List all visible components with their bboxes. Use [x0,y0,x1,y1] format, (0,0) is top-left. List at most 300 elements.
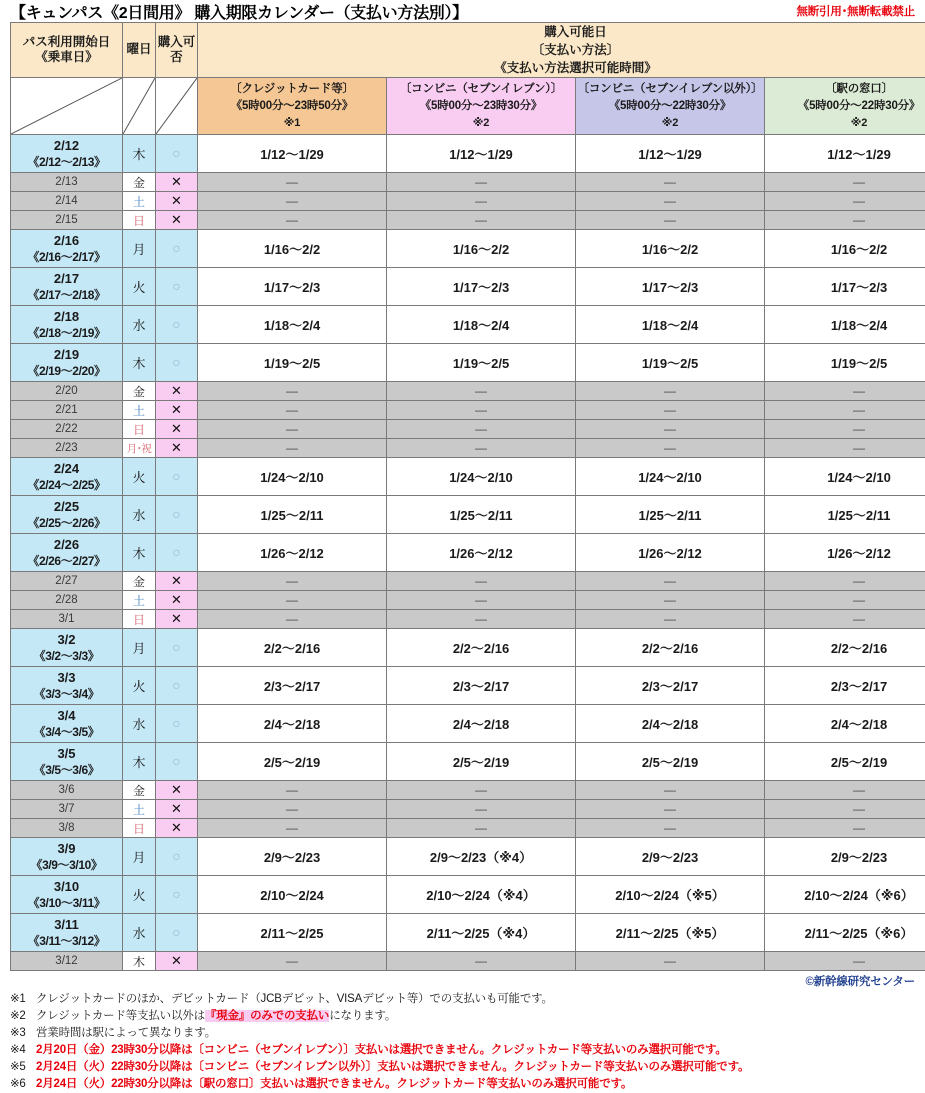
cell-day-of-week [123,591,156,610]
cell-pass-start-date [11,629,123,667]
cell-purchasable-no [156,591,198,610]
cell-purchase-range: ― [765,591,925,610]
cell-purchasable-no [156,610,198,629]
footnote-label: ※6 [10,1076,36,1093]
day-of-week-label: 火 [132,679,145,694]
circle-icon: ○ [172,715,180,731]
header-row-primary [11,23,925,78]
footnote-text: 2月24日（火）22時30分以降は〔駅の窓口〕支払いは選択できません。クレジットカード等支払いのみ選択可能です。 [36,1078,632,1090]
cell-purchasable-yes [156,230,198,268]
cell-purchase-range: ― [198,610,387,629]
cell-purchase-range: ― [198,211,387,230]
payment-note-other-convenience: ※2 [576,115,764,132]
cell-purchase-range: ― [198,382,387,401]
cell-purchase-range: ― [198,800,387,819]
cell-purchasable-no [156,382,198,401]
cell-day-of-week [123,173,156,192]
cell-pass-start-date [11,306,123,344]
cell-purchase-range: 1/16～2/2 [387,230,576,268]
day-of-week-label: 火 [132,470,145,485]
cell-purchase-range: 2/9～2/23 [765,838,925,876]
group-header-line2: 〔支払い方法〕 [198,41,925,59]
cell-purchase-range: ― [765,952,925,971]
cell-pass-start-date: 3/12 [11,952,123,971]
cell-purchase-range: 1/19～2/5 [198,344,387,382]
cell-purchase-range: 1/18～2/4 [387,306,576,344]
cell-purchase-range: ― [765,211,925,230]
cell-purchase-range: ― [765,572,925,591]
date-span: 《3/4～3/5》 [11,725,122,741]
day-of-week-label: 日 [133,613,145,627]
date-span: 《2/19～2/20》 [11,364,122,380]
cell-purchase-range: 2/3～2/17 [576,667,765,705]
date-main: 2/25 [11,499,122,516]
circle-icon: ○ [172,145,180,161]
cell-purchase-range: 2/2～2/16 [198,629,387,667]
table-row [11,591,925,610]
date-main: 2/12 [11,138,122,155]
cell-purchase-range: 1/16～2/2 [198,230,387,268]
table-row [11,610,925,629]
cell-purchase-range: ― [576,401,765,420]
payment-name-seven-eleven: 〔コンビニ（セブンイレブン）〕 [387,81,575,98]
cell-pass-start-date [11,230,123,268]
cell-purchasable-no [156,173,198,192]
cell-day-of-week [123,306,156,344]
cell-purchase-range: ― [576,591,765,610]
date-span: 《2/12～2/13》 [11,155,122,171]
blank-diagonal-date [11,78,123,135]
cell-purchase-range: 1/26～2/12 [765,534,925,572]
date-span: 《3/9～3/10》 [11,858,122,874]
cell-purchasable-no [156,800,198,819]
cell-pass-start-date [11,534,123,572]
cell-purchasable-no [156,572,198,591]
cell-day-of-week [123,952,156,971]
table-row [11,268,925,306]
cell-purchase-range: 2/5～2/19 [765,743,925,781]
table-row [11,781,925,800]
cell-purchase-range: 1/12～1/29 [576,135,765,173]
cell-purchase-range: 1/12～1/29 [765,135,925,173]
cell-purchase-range: 2/9～2/23 [576,838,765,876]
date-span: 《2/26～2/27》 [11,554,122,570]
day-of-week-label: 水 [132,926,145,941]
cell-purchase-range: 1/24～2/10 [198,458,387,496]
cell-purchase-range: 2/10～2/24（※6） [765,876,925,914]
cell-pass-start-date [11,496,123,534]
cross-icon: ✕ [171,421,182,436]
cell-purchasable-yes [156,838,198,876]
date-main: 2/26 [11,537,122,554]
table-row [11,914,925,952]
cell-purchase-range: ― [765,192,925,211]
cell-purchasable-no [156,819,198,838]
day-of-week-label: 木 [132,546,145,561]
cell-purchase-range: 2/2～2/16 [576,629,765,667]
cell-purchase-range: 2/10～2/24（※5） [576,876,765,914]
col-header-payment-seven-eleven [387,78,576,135]
date-main: 3/10 [11,879,122,896]
cell-purchase-range: ― [198,572,387,591]
cell-purchase-range: 2/3～2/17 [198,667,387,705]
cell-purchase-range: ― [387,572,576,591]
cell-purchase-range: ― [198,420,387,439]
cross-icon: ✕ [171,402,182,417]
cell-day-of-week [123,534,156,572]
date-span: 《2/16～2/17》 [11,250,122,266]
cell-purchasable-yes [156,876,198,914]
col-header-pass-start-date-line2: 《乗車日》 [11,50,122,66]
cell-purchase-range: 1/25～2/11 [576,496,765,534]
cell-purchase-range: ― [765,173,925,192]
day-of-week-label: 木 [132,755,145,770]
cell-purchasable-yes [156,743,198,781]
cell-purchase-range: ― [576,610,765,629]
cell-purchase-range: 1/12～1/29 [387,135,576,173]
payment-note-station-window: ※2 [765,115,925,132]
footnotes-list [10,991,915,1093]
payment-name-other-convenience: 〔コンビニ（セブンイレブン以外）〕 [576,81,764,98]
col-header-purchase-period-group [198,23,925,78]
cell-pass-start-date: 2/27 [11,572,123,591]
circle-icon: ○ [172,316,180,332]
cell-purchase-range: 2/10～2/24（※4） [387,876,576,914]
payment-name-station-window: 〔駅の窓口〕 [765,81,925,98]
date-span: 《3/3～3/4》 [11,687,122,703]
cell-purchase-range: ― [765,800,925,819]
cell-day-of-week [123,629,156,667]
cell-purchase-range: 1/17～2/3 [576,268,765,306]
circle-icon: ○ [172,506,180,522]
date-main: 3/3 [11,670,122,687]
cell-day-of-week [123,401,156,420]
cell-day-of-week [123,135,156,173]
day-of-week-label: 金 [133,784,145,798]
cell-purchase-range: ― [576,420,765,439]
cell-purchase-range: 2/10～2/24 [198,876,387,914]
cell-purchase-range: 1/19～2/5 [387,344,576,382]
payment-time-other-convenience: 《5時00分～22時30分》 [576,98,764,115]
cell-day-of-week [123,743,156,781]
cell-purchasable-yes [156,705,198,743]
cell-purchasable-no [156,952,198,971]
col-header-pass-start-date-line1: パス利用開始日 [11,35,122,51]
date-main: 2/18 [11,309,122,326]
circle-icon: ○ [172,924,180,940]
cross-icon: ✕ [171,573,182,588]
day-of-week-label: 土 [133,594,145,608]
cell-purchase-range: 2/11～2/25（※4） [387,914,576,952]
payment-note-seven-eleven: ※2 [387,115,575,132]
cell-purchasable-yes [156,629,198,667]
day-of-week-label: 月 [132,242,145,257]
cell-purchase-range: ― [576,781,765,800]
table-row [11,173,925,192]
cell-pass-start-date: 2/20 [11,382,123,401]
cell-purchase-range: ― [387,800,576,819]
payment-time-credit-card: 《5時00分～23時50分》 [198,98,386,115]
cell-purchase-range: ― [198,173,387,192]
cell-purchase-range: 2/2～2/16 [387,629,576,667]
cell-purchase-range: 2/3～2/17 [387,667,576,705]
table-row [11,572,925,591]
table-row [11,192,925,211]
cell-purchase-range: ― [387,439,576,458]
day-of-week-label: 月･祝 [127,443,152,455]
date-span: 《2/25～2/26》 [11,516,122,532]
cell-purchasable-no [156,211,198,230]
circle-icon: ○ [172,677,180,693]
table-row [11,211,925,230]
payment-time-station-window: 《5時00分～22時30分》 [765,98,925,115]
cell-purchase-range: 2/5～2/19 [576,743,765,781]
cross-icon: ✕ [171,801,182,816]
cell-purchase-range: 2/11～2/25（※5） [576,914,765,952]
cell-pass-start-date [11,135,123,173]
table-row [11,534,925,572]
cell-purchase-range: 2/9～2/23 [198,838,387,876]
cell-purchase-range: ― [387,420,576,439]
cell-day-of-week [123,344,156,382]
cell-purchase-range: ― [576,819,765,838]
cell-purchase-range: 1/26～2/12 [576,534,765,572]
date-span: 《3/5～3/6》 [11,763,122,779]
cell-day-of-week [123,705,156,743]
cell-purchase-range: 1/24～2/10 [765,458,925,496]
cell-purchase-range: ― [765,781,925,800]
date-main: 3/5 [11,746,122,763]
cross-icon: ✕ [171,820,182,835]
table-row [11,496,925,534]
col-header-pass-start-date [11,23,123,78]
cell-purchasable-yes [156,534,198,572]
cell-purchase-range: 2/4～2/18 [387,705,576,743]
cross-icon: ✕ [171,953,182,968]
day-of-week-label: 金 [133,385,145,399]
footnote-label: ※2 [10,1008,36,1025]
cell-pass-start-date: 2/28 [11,591,123,610]
cell-purchasable-yes [156,344,198,382]
cell-pass-start-date: 2/15 [11,211,123,230]
table-row [11,135,925,173]
cell-purchasable-yes [156,458,198,496]
cell-purchase-range: 2/5～2/19 [387,743,576,781]
footnote-text: 営業時間は駅によって異なります。 [36,1027,216,1039]
day-of-week-label: 火 [132,280,145,295]
table-row [11,743,925,781]
day-of-week-label: 水 [132,508,145,523]
cell-day-of-week [123,268,156,306]
table-row [11,439,925,458]
cell-day-of-week [123,838,156,876]
cell-purchase-range: ― [387,781,576,800]
cell-pass-start-date: 3/6 [11,781,123,800]
day-of-week-label: 木 [132,356,145,371]
cell-purchase-range: 2/11～2/25（※6） [765,914,925,952]
col-header-payment-station-window [765,78,925,135]
date-span: 《2/18～2/19》 [11,326,122,342]
title-bar [10,0,915,22]
cell-purchase-range: 2/4～2/18 [198,705,387,743]
cell-day-of-week [123,192,156,211]
cell-purchase-range: ― [387,173,576,192]
cell-purchase-range: 1/17～2/3 [765,268,925,306]
date-main: 3/2 [11,632,122,649]
circle-icon: ○ [172,354,180,370]
cell-pass-start-date: 2/23 [11,439,123,458]
day-of-week-label: 水 [132,717,145,732]
cell-purchasable-no [156,439,198,458]
cell-purchase-range: ― [198,819,387,838]
cell-purchasable-no [156,192,198,211]
circle-icon: ○ [172,886,180,902]
cell-purchase-range: 1/18～2/4 [765,306,925,344]
day-of-week-label: 土 [133,803,145,817]
cell-purchasable-no [156,401,198,420]
cell-day-of-week [123,667,156,705]
cell-purchase-range: ― [387,192,576,211]
group-header-line1: 購入可能日 [198,23,925,41]
cell-purchase-range: ― [765,439,925,458]
table-row [11,420,925,439]
cell-purchase-range: ― [765,382,925,401]
cell-purchase-range: ― [198,192,387,211]
footnote-label: ※3 [10,1025,36,1042]
cell-day-of-week [123,819,156,838]
circle-icon: ○ [172,753,180,769]
table-head [11,23,925,135]
cell-purchase-range: ― [387,952,576,971]
cell-purchase-range: ― [387,401,576,420]
cell-pass-start-date [11,458,123,496]
date-main: 2/16 [11,233,122,250]
cell-purchase-range: ― [765,420,925,439]
table-row [11,382,925,401]
cell-day-of-week [123,496,156,534]
table-row [11,705,925,743]
cross-icon: ✕ [171,212,182,227]
day-of-week-label: 土 [133,404,145,418]
cell-purchase-range: 1/26～2/12 [387,534,576,572]
footnote-item [10,1042,915,1059]
cell-purchase-range: ― [576,173,765,192]
table-row [11,952,925,971]
cell-purchase-range: ― [576,952,765,971]
cell-pass-start-date: 2/21 [11,401,123,420]
cross-icon: ✕ [171,440,182,455]
blank-diagonal-dow [123,78,156,135]
cell-purchase-range: 1/19～2/5 [576,344,765,382]
copyright-label: ©新幹線研究センター [10,973,915,989]
cell-purchase-range: 1/17～2/3 [387,268,576,306]
day-of-week-label: 日 [133,423,145,437]
cell-purchase-range: 2/2～2/16 [765,629,925,667]
col-header-payment-other-convenience [576,78,765,135]
date-span: 《2/17～2/18》 [11,288,122,304]
day-of-week-label: 火 [132,888,145,903]
col-header-payment-credit-card [198,78,387,135]
date-main: 2/19 [11,347,122,364]
circle-icon: ○ [172,639,180,655]
cell-purchase-range: 1/19～2/5 [765,344,925,382]
footnote-item [10,1059,915,1076]
cross-icon: ✕ [171,174,182,189]
date-main: 3/11 [11,917,122,934]
page-title: 【キュンパス《2日間用》 購入期限カレンダー（支払い方法別）】 [10,0,468,23]
cell-purchase-range: ― [387,591,576,610]
cell-purchase-range: 2/9～2/23（※4） [387,838,576,876]
cell-pass-start-date [11,667,123,705]
cross-icon: ✕ [171,193,182,208]
payment-note-credit-card: ※1 [198,115,386,132]
cross-icon: ✕ [171,592,182,607]
footnote-text: クレジットカードのほか、デビットカード（JCBデビット、VISAデビット等）での支払いも可能です。 [36,993,553,1005]
cell-purchase-range: ― [576,382,765,401]
cell-purchase-range: ― [576,192,765,211]
day-of-week-label: 月 [132,850,145,865]
cell-purchase-range: 1/17～2/3 [198,268,387,306]
cell-purchase-range: ― [198,439,387,458]
cell-purchase-range: 1/24～2/10 [576,458,765,496]
date-main: 3/9 [11,841,122,858]
circle-icon: ○ [172,468,180,484]
table-row [11,800,925,819]
circle-icon: ○ [172,544,180,560]
cell-day-of-week [123,458,156,496]
footnote-item [10,1008,915,1025]
cell-purchasable-yes [156,306,198,344]
cell-purchase-range: ― [576,800,765,819]
payment-name-credit-card: 〔クレジットカード等〕 [198,81,386,98]
cell-purchase-range: 2/4～2/18 [765,705,925,743]
footnote-item [10,1076,915,1093]
cell-purchase-range: ― [198,401,387,420]
cell-day-of-week [123,800,156,819]
table-row [11,838,925,876]
cell-purchase-range: ― [576,572,765,591]
cell-purchasable-no [156,781,198,800]
cell-pass-start-date [11,838,123,876]
cell-purchase-range: 1/16～2/2 [765,230,925,268]
cell-pass-start-date: 3/1 [11,610,123,629]
cell-purchasable-no [156,420,198,439]
cell-purchase-range: 1/24～2/10 [387,458,576,496]
cell-pass-start-date: 2/13 [11,173,123,192]
cell-purchase-range: ― [387,211,576,230]
blank-diagonal-ok [156,78,198,135]
cell-day-of-week [123,420,156,439]
cell-purchase-range: ― [387,819,576,838]
cell-purchase-range: 1/18～2/4 [198,306,387,344]
date-main: 3/4 [11,708,122,725]
day-of-week-label: 土 [133,195,145,209]
cell-purchase-range: 1/25～2/11 [765,496,925,534]
payment-time-seven-eleven: 《5時00分～23時30分》 [387,98,575,115]
cell-pass-start-date: 2/22 [11,420,123,439]
cell-day-of-week [123,211,156,230]
cell-purchase-range: 1/25～2/11 [387,496,576,534]
cross-icon: ✕ [171,383,182,398]
cell-purchase-range: ― [198,591,387,610]
cell-day-of-week [123,610,156,629]
date-span: 《2/24～2/25》 [11,478,122,494]
cell-day-of-week [123,572,156,591]
cell-purchase-range: ― [765,610,925,629]
footnote-label: ※1 [10,991,36,1008]
purchase-deadline-table [10,22,925,971]
cross-icon: ✕ [171,611,182,626]
